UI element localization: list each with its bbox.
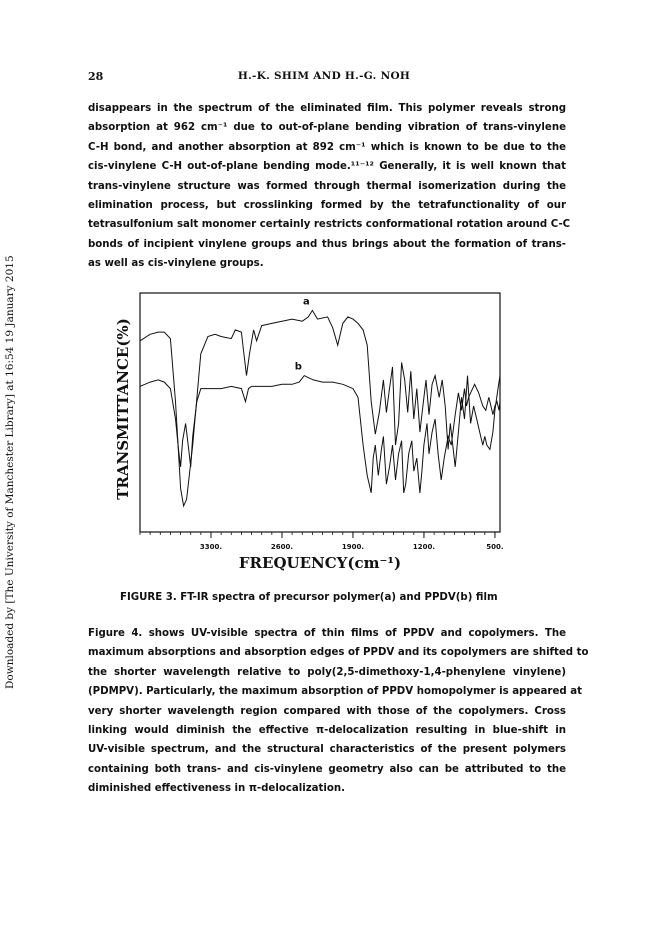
x-tick-label: 1900. (341, 543, 365, 551)
paragraph-2-line: containing both trans- and cis-vinylene geometry also can be attributed to the (88, 763, 566, 775)
y-axis-label: TRANSMITTANCE(%) (114, 318, 132, 500)
x-tick-label: 3300. (199, 543, 223, 551)
paragraph-1-line: disappears in the spectrum of the eliminated film. This polymer reveals strong (88, 103, 566, 114)
page-header (0, 70, 648, 84)
paragraph-1-line: absorption at 962 cm⁻¹ due to out-of-plane bending vibration of trans-vinylene (88, 122, 566, 134)
running-head: H.-K. SHIM AND H.-G. NOH (237, 70, 411, 82)
paragraph-1-line: trans-vinylene structure was formed through thermal isomerization during the (88, 180, 566, 192)
series-a-label: a (303, 296, 310, 308)
paragraph-2-line: maximum absorptions and absorption edges of PPDV and its copolymers are shifted to (88, 647, 589, 659)
paragraph-1-line: tetrasulfonium salt monomer certainly restricts conformational rotation around C-C (88, 219, 571, 231)
paragraph-1-line: cis-vinylene C-H out-of-plane bending mode.¹¹⁻¹² Generally, it is well known that (88, 161, 566, 173)
download-notice: Downloaded by [The University of Manchester Library] at 16:54 19 January 2015 (4, 255, 16, 689)
x-axis-label: FREQUENCY(cm⁻¹) (238, 554, 402, 572)
series-a-line (140, 310, 500, 506)
x-tick-label: 1200. (412, 543, 436, 551)
paragraph-2 (88, 624, 589, 799)
paragraph-2-line: (PDMPV). Particularly, the maximum absorption of PPDV homopolymer is appeared at (88, 686, 582, 698)
paragraph-2-line: Figure 4. shows UV-visible spectra of thin films of PPDV and copolymers. The (88, 628, 566, 639)
x-tick-label: 500. (486, 543, 504, 551)
figure-caption: FIGURE 3. FT-IR spectra of precursor polymer(a) and PPDV(b) film (120, 592, 498, 603)
paragraph-2-line: the shorter wavelength relative to poly(2,5-dimethoxy-1,4-phenylene vinylene) (88, 666, 566, 678)
series-b-label: b (294, 361, 302, 373)
ftir-chart (96, 284, 506, 584)
paragraph-1-line: elimination process, but crosslinking formed by the tetrafunctionality of our (88, 200, 566, 212)
paragraph-1-line: C-H bond, and another absorption at 892 cm⁻¹ which is known to be due to the (88, 141, 566, 153)
paragraph-2-line: UV-visible spectrum, and the structural characteristics of the present polymers (88, 744, 566, 756)
paragraph-2-line: linking would diminish the effective π-delocalization resulting in blue-shift in (88, 725, 566, 737)
paragraph-1 (88, 99, 571, 274)
paragraph-2-line: diminished effectiveness in π-delocalization. (88, 783, 346, 795)
x-tick-label: 2600. (270, 543, 294, 551)
page-number: 28 (88, 70, 104, 83)
paragraph-2-line: very shorter wavelength region compared with those of the copolymers. Cross (88, 705, 566, 717)
paragraph-1-line: as well as cis-vinylene groups. (88, 258, 264, 270)
paragraph-1-line: bonds of incipient vinylene groups and thus brings about the formation of trans- (88, 238, 566, 250)
ftir-figure (96, 284, 506, 584)
